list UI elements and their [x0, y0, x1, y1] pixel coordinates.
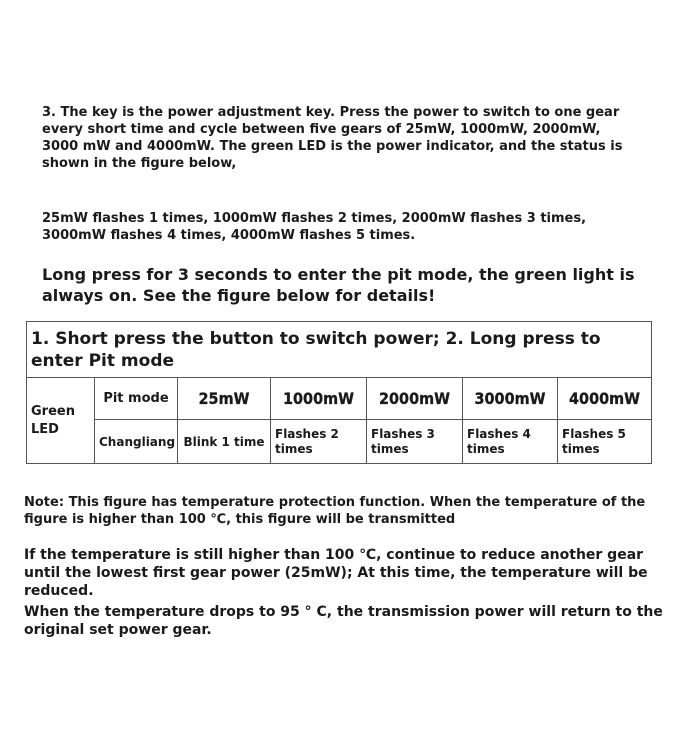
led-status-table — [26, 321, 652, 464]
column-3000mw: 3000mW — [463, 378, 558, 420]
table-header: 1. Short press the button to switch power; 2. Long press to enter Pit mode — [27, 322, 652, 378]
column-2000mw: 2000mW — [367, 378, 463, 420]
status-pit-mode: Changliang — [95, 420, 178, 464]
column-4000mw: 4000mW — [558, 378, 652, 420]
status-2000mw: Flashes 3 times — [367, 420, 463, 464]
column-pit-mode: Pit mode — [95, 378, 178, 420]
table-status-row — [27, 420, 652, 464]
column-25mw: 25mW — [178, 378, 271, 420]
table-power-row — [27, 378, 652, 420]
green-led-label: Green LED — [27, 378, 95, 464]
status-4000mw: Flashes 5 times — [558, 420, 652, 464]
status-1000mw: Flashes 2 times — [271, 420, 367, 464]
status-25mw: Blink 1 time — [178, 420, 271, 464]
column-1000mw: 1000mW — [271, 378, 367, 420]
table-header-row — [27, 322, 652, 378]
pit-mode-description: Long press for 3 seconds to enter the pit mode, the green light is always on. See the figure below for details! — [42, 265, 635, 305]
temperature-recovery-note: When the temperature drops to 95 ° C, the transmission power will return to the original set power gear. — [24, 604, 663, 638]
temperature-reduction-note: If the temperature is still higher than 100 ℃, continue to reduce another gear until the lowest first gear power (25mW); At this time, the temperature will be reduced. — [24, 547, 648, 599]
temperature-note: Note: This figure has temperature protection function. When the temperature of the figure is higher than 100 ℃, this figure will be transmitted — [24, 495, 646, 527]
flash-count-description: 25mW flashes 1 times, 1000mW flashes 2 times, 2000mW flashes 3 times, 3000mW flashes 4 times, 4000mW flashes 5 times. — [42, 211, 587, 243]
status-3000mw: Flashes 4 times — [463, 420, 558, 464]
power-key-description: 3. The key is the power adjustment key. Press the power to switch to one gear every short time and cycle between five gears of 25mW, 1000mW, 2000mW, 3000 mW and 4000mW. The green LED is the power indicator, and the status is shown in the figure below, — [42, 105, 623, 171]
